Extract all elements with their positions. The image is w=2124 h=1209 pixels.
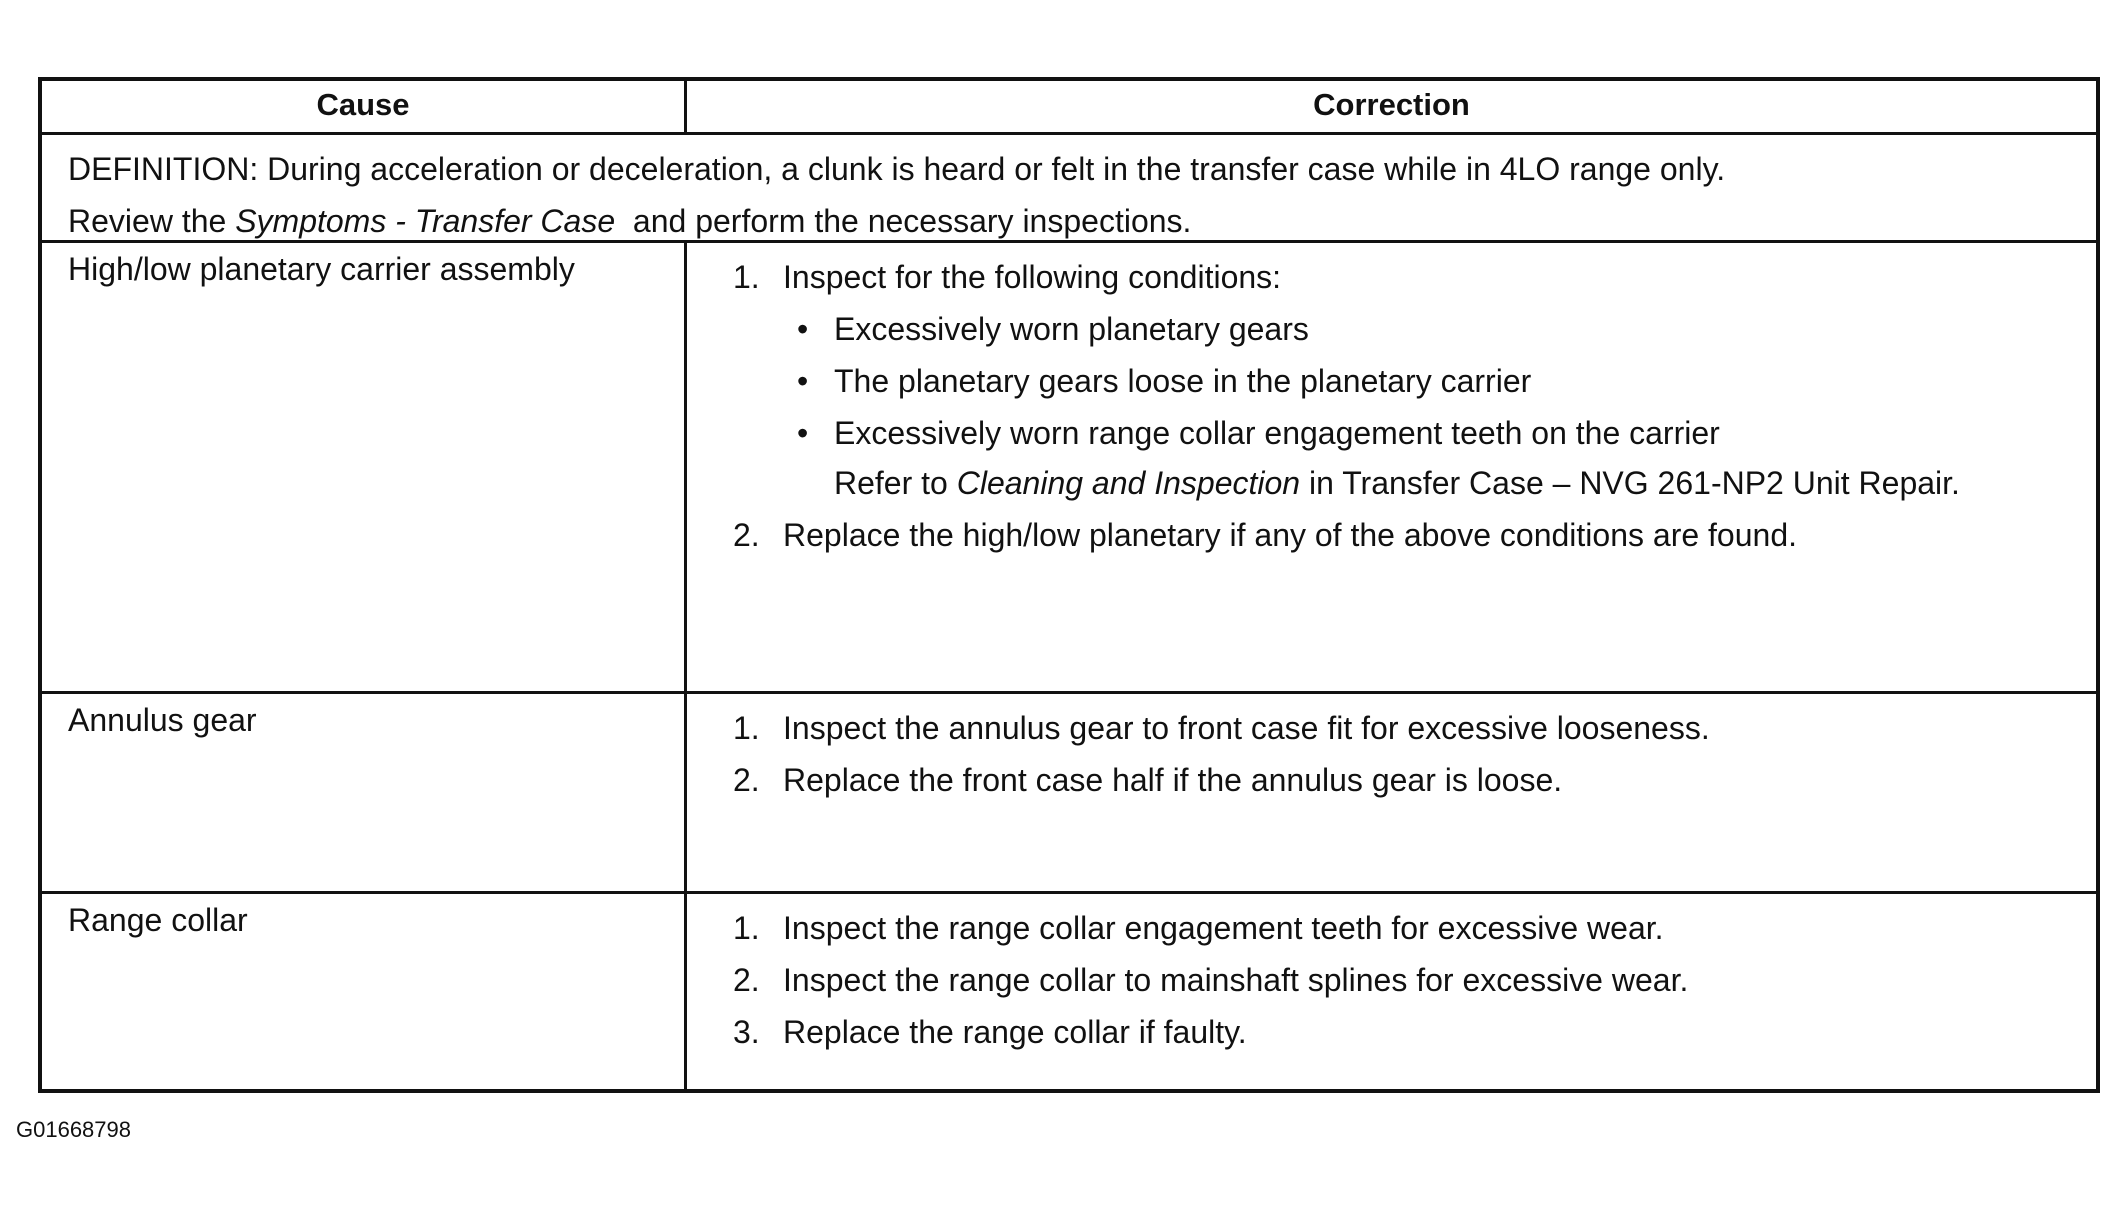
definition-row (42, 135, 2096, 243)
step-number: 3. (733, 1014, 760, 1050)
condition-text: Excessively worn planetary gears (834, 311, 1309, 347)
table-row (42, 243, 2096, 694)
step-text: Replace the range collar if faulty. (783, 1014, 1247, 1050)
cleaning-inspection-reference: Cleaning and Inspection (956, 465, 1301, 501)
review-prefix: Review the (68, 203, 236, 239)
step-number: 2. (733, 517, 760, 553)
symptoms-reference: Symptoms - Transfer Case (235, 203, 616, 239)
correction-steps (733, 257, 2076, 567)
cause-cell (42, 694, 687, 891)
correction-step (733, 515, 2076, 555)
step-text: Inspect the annulus gear to front case fit for excessive looseness. (783, 710, 1710, 746)
condition-item (783, 361, 2076, 401)
condition-text: The planetary gears loose in the planetary carrier (834, 363, 1532, 399)
table-header-row (42, 81, 2096, 135)
header-correction-cell (687, 81, 2096, 132)
step-text: Inspect the range collar engagement teeth for excessive wear. (783, 910, 1664, 946)
review-suffix: and perform the necessary inspections. (615, 203, 1192, 239)
cause-cell (42, 894, 687, 1093)
table-row (42, 894, 2096, 1093)
cause-label: Range collar (68, 902, 248, 938)
correction-step (733, 1012, 2076, 1052)
correction-step (733, 760, 2076, 800)
step-number: 1. (733, 710, 760, 746)
correction-step (733, 708, 2076, 748)
definition-cell (42, 135, 2096, 240)
step-text: Replace the high/low planetary if any of the above conditions are found. (783, 517, 1797, 553)
table-row (42, 694, 2096, 894)
bullet-icon: • (797, 363, 809, 399)
review-line (68, 195, 1725, 247)
refer-note (783, 465, 2076, 501)
header-cause: Cause (316, 87, 410, 122)
correction-step (733, 908, 2076, 948)
figure-id: G01668798 (16, 1117, 131, 1142)
step-number: 1. (733, 910, 760, 946)
step-number: 1. (733, 259, 760, 295)
step-text: Inspect the range collar to mainshaft splines for excessive wear. (783, 962, 1689, 998)
condition-item (783, 309, 2076, 349)
header-cause-cell (42, 81, 687, 132)
step-text: Inspect for the following conditions: (783, 259, 1282, 295)
diagnosis-table (38, 77, 2100, 1093)
cause-label: High/low planetary carrier assembly (68, 251, 575, 287)
correction-step (733, 960, 2076, 1000)
correction-steps (733, 708, 2076, 812)
condition-text: Excessively worn range collar engagement teeth on the carrier (834, 415, 1720, 451)
step-number: 2. (733, 962, 760, 998)
bullet-icon: • (797, 311, 809, 347)
cause-cell (42, 243, 687, 691)
condition-list (783, 309, 2076, 501)
refer-prefix: Refer to (834, 465, 957, 501)
condition-item (783, 413, 2076, 453)
header-correction: Correction (1313, 87, 1470, 122)
correction-cell (687, 243, 2096, 691)
cause-label: Annulus gear (68, 702, 257, 738)
definition-text (68, 143, 1725, 247)
step-number: 2. (733, 762, 760, 798)
correction-cell (687, 694, 2096, 891)
definition-line: DEFINITION: During acceleration or deceleration, a clunk is heard or felt in the transfer case while in 4LO range only. (68, 151, 1726, 187)
correction-step (733, 257, 2076, 501)
bullet-icon: • (797, 415, 809, 451)
refer-suffix: in Transfer Case – NVG 261-NP2 Unit Repair. (1300, 465, 1960, 501)
step-text: Replace the front case half if the annulus gear is loose. (783, 762, 1563, 798)
correction-cell (687, 894, 2096, 1093)
correction-steps (733, 908, 2076, 1052)
